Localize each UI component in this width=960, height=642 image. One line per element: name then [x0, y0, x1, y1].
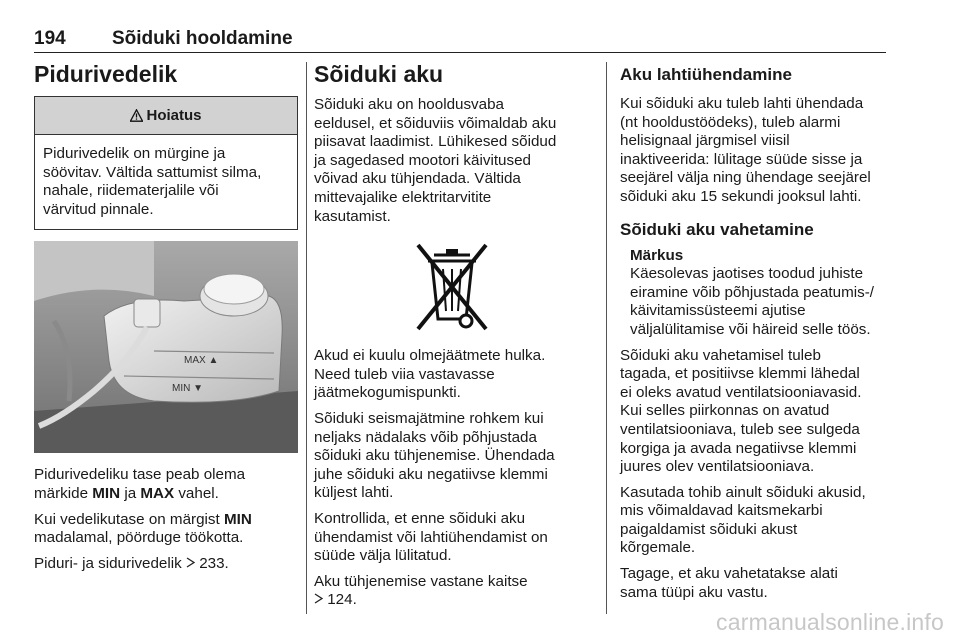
warning-header [35, 97, 297, 135]
subsection-title: Sõiduki aku vahetamine [620, 219, 814, 239]
column-vehicle-battery [314, 60, 590, 617]
page-reference-arrow-icon [186, 557, 195, 568]
warning-title: Hoiatus [146, 107, 202, 124]
paragraph-maintenance-free: Sõiduki aku on hooldusvaba eeldusel, et sõiduviis võimaldab aku piisavat laadimist. Lühikesed sõidud ja sagedased mootori käivitused võivad aku tühjendada. Vältida mittevajalike elektritarvitite kasutamist. [314, 96, 557, 225]
column-divider [306, 62, 307, 614]
section-title: Sõiduki aku [314, 61, 444, 87]
crossed-out-bin-icon [400, 233, 504, 337]
page-reference-arrow-icon [314, 593, 323, 604]
paragraph-level: Pidurivedeliku tase peab olema märkide MIN ja MAX vahel. [34, 466, 246, 502]
column-divider [606, 62, 607, 614]
chapter-title: Sõiduki hooldamine [112, 28, 293, 49]
paragraph-fusebox: Kasutada tohib ainult sõiduki akusid, mis võimaldavad kaitsmekarbi paigaldamist sõiduki akust kõrgemale. [620, 483, 866, 557]
warning-box [34, 96, 298, 230]
page-reference[interactable]: 233. [199, 554, 229, 572]
note-box: Märkus Käesolevas jaotises toodud juhiste eiramine võib põhjustada peatumis-/ käivitamissüsteemi ajutise väljalülitamise või häireid selle töös. [620, 247, 892, 340]
warning-text: Pidurivedelik on mürgine ja söövitav. Vältida sattumist silma, nahale, riidematerjalile või värvitud pinnale. [43, 145, 262, 218]
page-header [34, 26, 886, 53]
paragraph-low-level: Kui vedelikutase on märgist MIN madalamal, pöörduge töökotta. [34, 510, 252, 547]
paragraph-vent: Sõiduki aku vahetamisel tuleb tagada, et positiivse klemmi lähedal ei oleks avatud ventilatsiooniavasid. Kui selles piirkonnas on avatud ventilatsiooniava, tuleb see sulgeda korgiga ja avada negatiivse klemmi juures olev ventilatsiooniava. [620, 346, 862, 476]
warning-icon [130, 109, 143, 122]
page-number: 194 [34, 28, 66, 49]
paragraph-same-type: Tagage, et aku vahetatakse alati sama tüüpi aku vastu. [620, 565, 838, 601]
paragraph-reference: Piduri- ja sidurivedelik 233. [34, 554, 229, 572]
subsection-title: Aku lahtiühendamine [620, 65, 792, 84]
paragraph-disconnect: Kui sõiduki aku tuleb lahti ühendada (nt hooldustöödeks), tuleb alarmi helisignaal järgmisel viisil inaktiveerida: lülitage süüde sisse ja seejärel välja ning ühendage seejärel sõiduki aku 15 sekundi jooksul lahti. [620, 95, 871, 205]
brake-fluid-reservoir-photo [34, 241, 298, 453]
min-mark-label: MIN ▼ [172, 383, 204, 395]
note-title: Märkus [630, 246, 684, 264]
paragraph-storage: Sõiduki seismajätmine rohkem kui neljaks nädalaks võib põhjustada sõiduki aku tühjenemise. Ühendada juhe sõiduki aku negatiivse klemmi küljest lahti. [314, 409, 555, 502]
section-title: Pidurivedelik [34, 61, 178, 87]
paragraph-disposal: Akud ei kuulu olmejäätmete hulka. Need tuleb viia vastavasse jäätmekogumispunkti. [314, 347, 546, 402]
column-brake-fluid [34, 60, 298, 580]
crossed-bin-container [314, 233, 590, 337]
paragraph-discharge-protection: Aku tühjenemise vastane kaitse 124. [314, 572, 528, 609]
paragraph-ignition-check: Kontrollida, et enne sõiduki aku ühendamist või lahtiühendamist on süüde välja lülitatud. [314, 509, 548, 565]
max-mark-label: MAX ▲ [184, 355, 219, 367]
page-reference[interactable]: 124. [327, 591, 357, 609]
column-battery-disconnect [620, 60, 892, 609]
watermark-brand: carmanualsonline.info [716, 609, 944, 635]
